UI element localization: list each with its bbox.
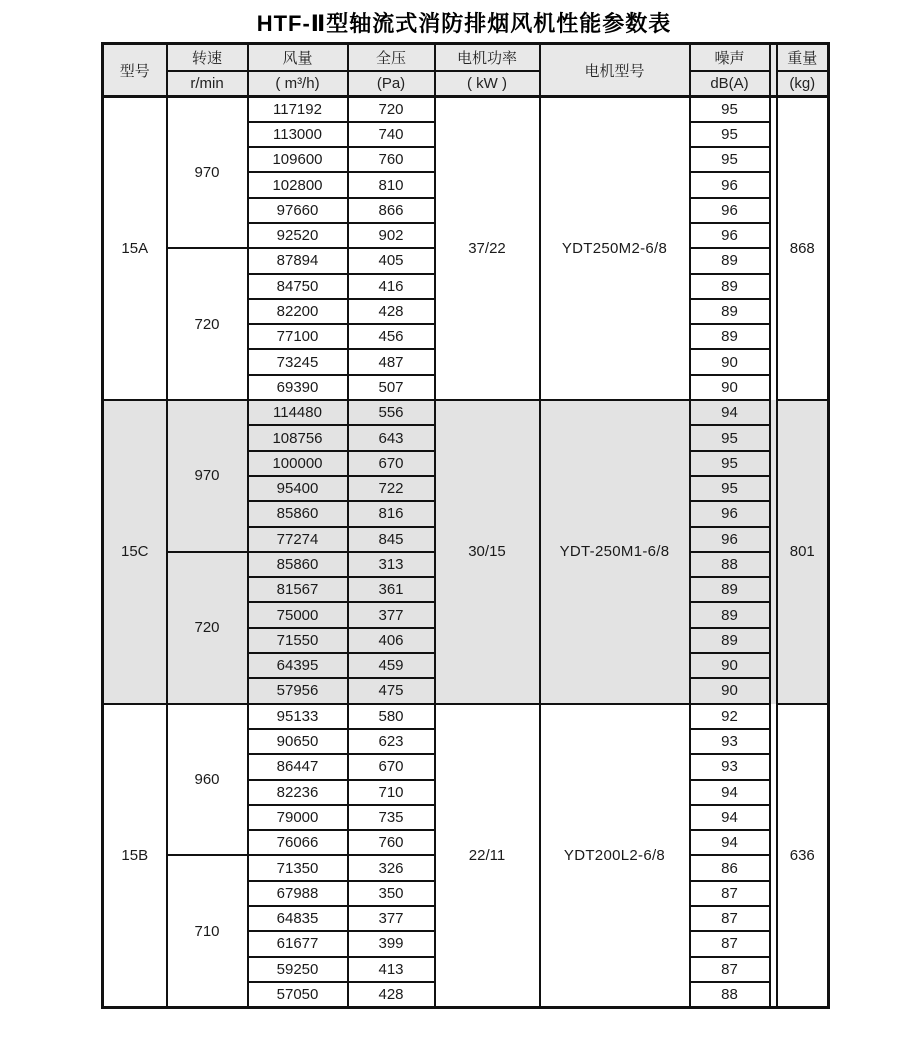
noise-cell: 95 [690,97,770,122]
pressure-cell: 416 [348,274,435,299]
flow-cell: 86447 [248,754,348,779]
flow-cell: 64835 [248,906,348,931]
flow-cell: 69390 [248,375,348,400]
header-noise-unit: dB(A) [690,71,770,97]
spacer-cell [770,906,777,931]
spacer-cell [770,729,777,754]
model-cell: 15A [103,97,167,401]
flow-cell: 109600 [248,147,348,172]
weight-cell: 636 [777,704,829,1008]
flow-cell: 73245 [248,349,348,374]
flow-cell: 90650 [248,729,348,754]
pressure-cell: 816 [348,501,435,526]
noise-cell: 95 [690,425,770,450]
power-cell: 22/11 [435,704,540,1008]
pressure-cell: 428 [348,299,435,324]
flow-cell: 71550 [248,628,348,653]
pressure-cell: 556 [348,400,435,425]
pressure-cell: 722 [348,476,435,501]
flow-cell: 61677 [248,931,348,956]
pressure-cell: 475 [348,678,435,703]
spacer-cell [770,678,777,703]
header-spacer [770,44,777,97]
header-speed-unit: r/min [167,71,248,97]
pressure-cell: 428 [348,982,435,1007]
pressure-cell: 399 [348,931,435,956]
header-weight-unit: (kg) [777,71,829,97]
spacer-cell [770,931,777,956]
model-cell: 15B [103,704,167,1008]
noise-cell: 89 [690,299,770,324]
noise-cell: 89 [690,248,770,273]
pressure-cell: 735 [348,805,435,830]
spacer-cell [770,552,777,577]
speed-cell: 970 [167,97,248,249]
flow-cell: 95400 [248,476,348,501]
model-cell: 15C [103,400,167,704]
power-cell: 30/15 [435,400,540,704]
flow-cell: 84750 [248,274,348,299]
spacer-cell [770,527,777,552]
spacer-cell [770,830,777,855]
noise-cell: 88 [690,982,770,1007]
pressure-cell: 413 [348,957,435,982]
noise-cell: 94 [690,400,770,425]
spacer-cell [770,400,777,425]
noise-cell: 93 [690,729,770,754]
noise-cell: 93 [690,754,770,779]
noise-cell: 90 [690,349,770,374]
table-row [103,97,829,122]
pressure-cell: 377 [348,906,435,931]
spacer-cell [770,451,777,476]
noise-cell: 89 [690,324,770,349]
noise-cell: 90 [690,653,770,678]
spacer-cell [770,147,777,172]
page-title: HTF-Ⅱ型轴流式消防排烟风机性能参数表 [256,11,672,36]
pressure-cell: 670 [348,754,435,779]
flow-cell: 76066 [248,830,348,855]
pressure-cell: 810 [348,172,435,197]
table-header [103,44,829,97]
spacer-cell [770,780,777,805]
pressure-cell: 350 [348,881,435,906]
pressure-cell: 740 [348,122,435,147]
noise-cell: 96 [690,501,770,526]
pressure-cell: 623 [348,729,435,754]
spacer-cell [770,805,777,830]
flow-cell: 81567 [248,577,348,602]
pressure-cell: 313 [348,552,435,577]
speed-cell: 710 [167,855,248,1007]
noise-cell: 89 [690,628,770,653]
noise-cell: 96 [690,527,770,552]
spacer-cell [770,172,777,197]
table-body [103,97,829,1008]
header-noise: 噪声 [690,44,770,71]
spacer-cell [770,653,777,678]
noise-cell: 89 [690,602,770,627]
pressure-cell: 720 [348,97,435,122]
header-model: 型号 [103,44,167,97]
flow-cell: 59250 [248,957,348,982]
speed-cell: 970 [167,400,248,552]
noise-cell: 92 [690,704,770,729]
speed-cell: 720 [167,248,248,400]
flow-cell: 64395 [248,653,348,678]
pressure-cell: 580 [348,704,435,729]
pressure-cell: 377 [348,602,435,627]
header-motor: 电机型号 [540,44,690,97]
spacer-cell [770,957,777,982]
header-power: 电机功率 [435,44,540,71]
spacer-cell [770,425,777,450]
noise-cell: 96 [690,198,770,223]
header-flow: 风量 [248,44,348,71]
spacer-cell [770,299,777,324]
noise-cell: 95 [690,476,770,501]
spacer-cell [770,577,777,602]
flow-cell: 114480 [248,400,348,425]
flow-cell: 75000 [248,602,348,627]
spacer-cell [770,97,777,122]
pressure-cell: 507 [348,375,435,400]
pressure-cell: 760 [348,830,435,855]
pressure-cell: 845 [348,527,435,552]
flow-cell: 57050 [248,982,348,1007]
motor-cell: YDT250M2-6/8 [540,97,690,401]
flow-cell: 95133 [248,704,348,729]
noise-cell: 94 [690,830,770,855]
weight-cell: 801 [777,400,829,704]
noise-cell: 95 [690,122,770,147]
spacer-cell [770,349,777,374]
flow-cell: 100000 [248,451,348,476]
table-row [103,704,829,729]
pressure-cell: 326 [348,855,435,880]
pressure-cell: 643 [348,425,435,450]
flow-cell: 79000 [248,805,348,830]
flow-cell: 77100 [248,324,348,349]
flow-cell: 113000 [248,122,348,147]
performance-table [101,42,830,1009]
noise-cell: 90 [690,678,770,703]
header-pressure: 全压 [348,44,435,71]
noise-cell: 88 [690,552,770,577]
flow-cell: 57956 [248,678,348,703]
flow-cell: 108756 [248,425,348,450]
flow-cell: 117192 [248,97,348,122]
pressure-cell: 456 [348,324,435,349]
flow-cell: 82200 [248,299,348,324]
flow-cell: 92520 [248,223,348,248]
header-row-2 [103,71,829,97]
spacer-cell [770,223,777,248]
flow-cell: 85860 [248,552,348,577]
noise-cell: 87 [690,906,770,931]
pressure-cell: 361 [348,577,435,602]
header-flow-unit: ( m³/h) [248,71,348,97]
header-row-1 [103,44,829,71]
flow-cell: 71350 [248,855,348,880]
flow-cell: 97660 [248,198,348,223]
pressure-cell: 710 [348,780,435,805]
flow-cell: 85860 [248,501,348,526]
pressure-cell: 487 [348,349,435,374]
pressure-cell: 406 [348,628,435,653]
pressure-cell: 405 [348,248,435,273]
pressure-cell: 866 [348,198,435,223]
spacer-cell [770,274,777,299]
spacer-cell [770,324,777,349]
spacer-cell [770,198,777,223]
noise-cell: 95 [690,147,770,172]
noise-cell: 95 [690,451,770,476]
spacer-cell [770,628,777,653]
table-row [103,400,829,425]
noise-cell: 87 [690,931,770,956]
noise-cell: 87 [690,881,770,906]
noise-cell: 86 [690,855,770,880]
spacer-cell [770,754,777,779]
spacer-cell [770,881,777,906]
spacer-cell [770,476,777,501]
flow-cell: 102800 [248,172,348,197]
header-power-unit: ( kW ) [435,71,540,97]
spacer-cell [770,982,777,1007]
spacer-cell [770,602,777,627]
noise-cell: 89 [690,274,770,299]
speed-cell: 720 [167,552,248,704]
spacer-cell [770,248,777,273]
spacer-cell [770,855,777,880]
noise-cell: 96 [690,172,770,197]
noise-cell: 90 [690,375,770,400]
flow-cell: 82236 [248,780,348,805]
flow-cell: 87894 [248,248,348,273]
noise-cell: 94 [690,780,770,805]
noise-cell: 96 [690,223,770,248]
flow-cell: 67988 [248,881,348,906]
noise-cell: 87 [690,957,770,982]
flow-cell: 77274 [248,527,348,552]
header-pressure-unit: (Pa) [348,71,435,97]
spacer-cell [770,501,777,526]
spacer-cell [770,704,777,729]
motor-cell: YDT200L2-6/8 [540,704,690,1008]
power-cell: 37/22 [435,97,540,401]
pressure-cell: 670 [348,451,435,476]
spacer-cell [770,122,777,147]
header-speed: 转速 [167,44,248,71]
speed-cell: 960 [167,704,248,856]
weight-cell: 868 [777,97,829,401]
motor-cell: YDT-250M1-6/8 [540,400,690,704]
pressure-cell: 902 [348,223,435,248]
noise-cell: 94 [690,805,770,830]
header-weight: 重量 [777,44,829,71]
noise-cell: 89 [690,577,770,602]
pressure-cell: 760 [348,147,435,172]
spacer-cell [770,375,777,400]
pressure-cell: 459 [348,653,435,678]
